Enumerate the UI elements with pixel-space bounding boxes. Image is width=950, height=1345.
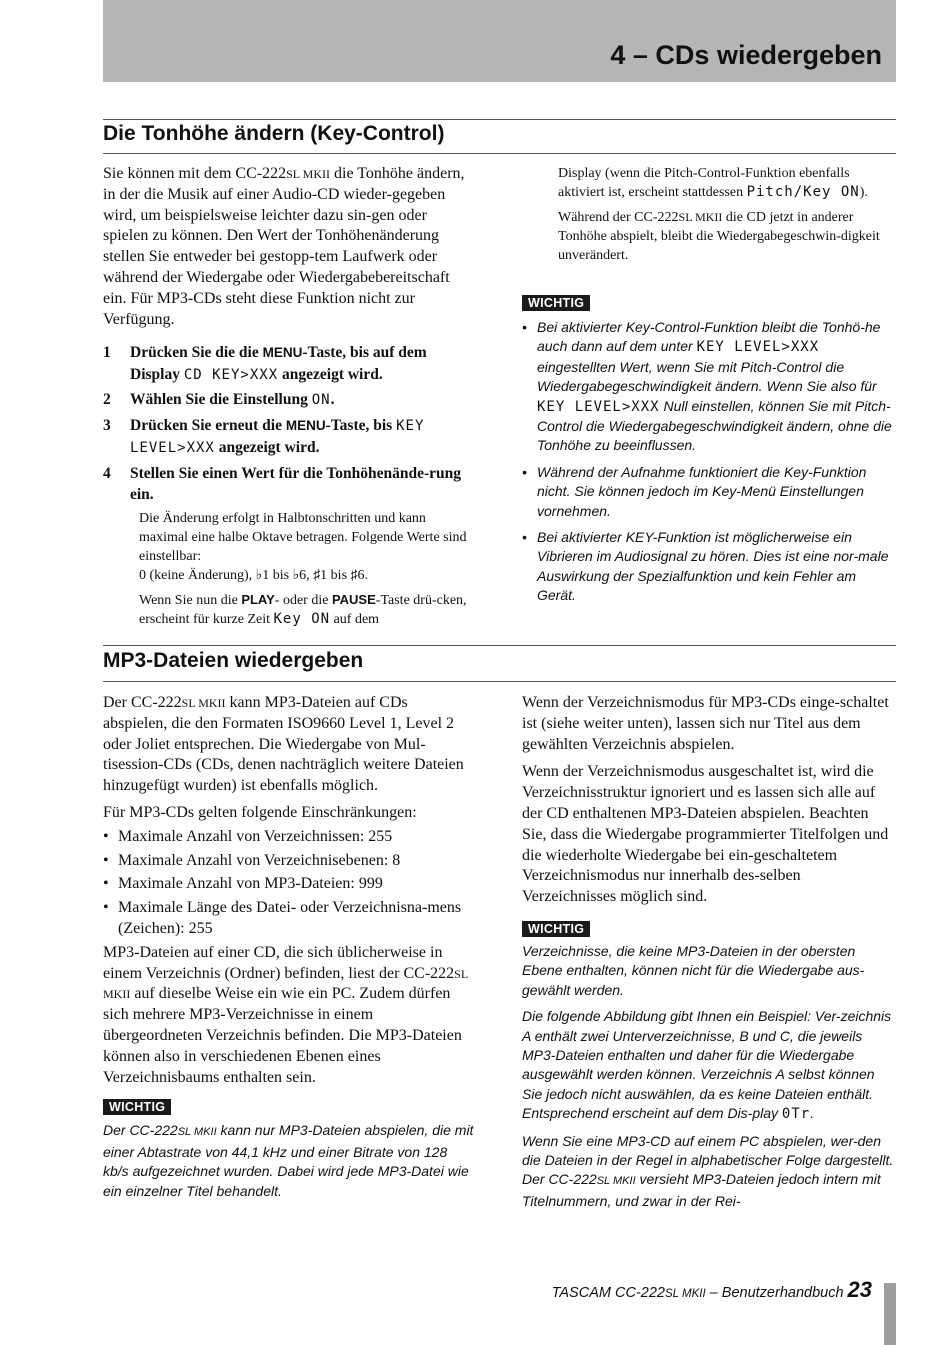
list-item: • Maximale Anzahl von MP3-Dateien: 999 (103, 875, 383, 893)
key-control-left-column (103, 164, 476, 629)
section-rule (103, 681, 896, 682)
mp3-intro: Der CC-222SL MKII kann MP3-Dateien auf CDs abspielen, die den Formaten ISO9660 Level 1, Level 2 oder Joliet entsprechen. Die Wiedergabe von Mul-tisession-CDs (CDs, denen nachträglich weitere Dateien hinzugefügt wurden) ist ebenfalls möglich. (103, 694, 464, 795)
section-rule (103, 119, 896, 120)
note-paragraph: Wenn Sie eine MP3-CD auf einem PC abspielen, wer-den die Dateien in der Regel in alphabetischer Folge dargestellt. Der CC-222SL MKII versieht MP3-Dateien jedoch intern mit Titelnummern, und zwar in der Rei- (522, 1132, 894, 1209)
directory-mode-on: Wenn der Verzeichnismodus für MP3-CDs einge-schaltet ist (siehe weiter unten), lassen sich nur Titel aus dem gewählten Verzeichnis abspielen. (522, 694, 889, 753)
list-item: • Maximale Anzahl von Verzeichnissen: 255 (103, 827, 393, 845)
speed-unchanged-note: Während der CC-222SL MKII die CD jetzt in anderer Tonhöhe abspielt, bleibt die Wiedergabegeschwin-digkeit unverändert. (558, 210, 880, 263)
mp3-limits-intro: Für MP3-CDs gelten folgende Einschränkungen: (103, 803, 417, 821)
wichtig-box-key-control (522, 294, 896, 606)
mp3-limits-list (103, 827, 476, 940)
section-title-mp3: MP3-Dateien wiedergeben (103, 649, 364, 672)
note-item: • Während der Aufnahme funktioniert die Key-Funktion nicht. Sie können jedoch im Key-Menü Einstellungen vornehmen. (522, 463, 867, 519)
step-4: 4 Stellen Sie einen Wert für die Tonhöhenände-rung ein. (103, 464, 462, 504)
mp3-directory-paragraph: MP3-Dateien auf einer CD, die sich üblicherweise in einem Verzeichnis (Ordner) befinden, liest der CC-222SL MKII auf dieselbe Weise ein wie ein PC. Zudem dürfen sich mehrere MP3-Verzeichnisse in einem übergeordneten Verzeichnis befinden. Die MP3-Dateien können also in verschiedenen Ebenen eines Verzeichnisbaums enthalten sein. (103, 943, 468, 1086)
step-1: 1 Drücken Sie die die MENU-Taste, bis auf dem Display CD KEY>XXX angezeigt wird. (103, 344, 427, 383)
list-item: • Maximale Anzahl von Verzeichnisebenen: 8 (103, 851, 401, 869)
key-control-right-continuation (558, 164, 894, 265)
page-edge-tab (884, 1283, 896, 1345)
step-4-values: 0 (keine Änderung), ♭1 bis ♭6, ♯1 bis ♯6. (139, 567, 369, 583)
page-number: 23 (847, 1277, 872, 1302)
chapter-title: 4 – CDs wiedergeben (610, 40, 882, 70)
wichtig-badge: WICHTIG (103, 1099, 171, 1115)
footer-brand: TASCAM CC-222SL MKII – Benutzerhandbuch (551, 1285, 844, 1301)
mp3-samplerate-note: Der CC-222SL MKII kann nur MP3-Dateien abspielen, die mit einer Abtastrate von 44,1 kHz und einer Bitrate von 128 kb/s aufgezeichnet wurden. Dabei wird jede MP3-Datei wie ein einzelner Titel behandelt. (103, 1122, 474, 1199)
chapter-header-bar (103, 0, 896, 82)
step-3: 3 Drücken Sie erneut die MENU-Taste, bis KEY LEVEL>XXX angezeigt wird. (103, 416, 425, 457)
mp3-right-column (522, 693, 894, 1211)
page-footer (552, 1277, 872, 1303)
mp3-left-column (103, 693, 476, 1201)
step-4-key-on: Wenn Sie nun die PLAY- oder die PAUSE-Taste drü-cken, erscheint für kurze Zeit Key ON auf dem (139, 591, 467, 627)
section-rule (103, 645, 896, 646)
note-paragraph: Die folgende Abbildung gibt Ihnen ein Beispiel: Ver-zeichnis A enthält zwei Unterverzeichnisse, B und C, die jeweils MP3-Dateien enthalten und daher für die Wiedergabe ausgewählt werden können. Verzeichnis A selbst können Sie jedoch nicht auswählen, da es keine Dateien enthält. Entsprechend erscheint auf dem Dis-play 0Tr. (522, 1008, 892, 1123)
key-control-intro: Sie können mit dem CC-222SL MKII die Tonhöhe ändern, in der die Musik auf einer Audio-CD wieder-gegeben wird, um beispielsweise leichter dazu sin-gen oder spielen zu können. Den Wert der Tonhöhenänderung stellen Sie entweder bei gestopp-tem Laufwerk oder während der Wiedergabe oder Wiedergabebereitschaft ein. Für MP3-CDs steht diese Funktion nicht zur Verfügung. (103, 165, 465, 328)
section-rule (103, 153, 896, 154)
note-item: • Bei aktivierter Key-Control-Funktion bleibt die Tonhö-he auch dann auf dem unter KEY LEVEL>XXX eingestellten Wert, wenn Sie mit Pitch-Control die Wiedergabegeschwindigkeit ändern. Wenn Sie also für KEY LEVEL>XXX Null einstellen, können Sie mit Pitch-Control die Wiedergabegeschwindigkeit ändern, ohne die Tonhöhe zu beeinflussen. (522, 319, 892, 454)
pitch-display-note: Display (wenn die Pitch-Control-Funktion ebenfalls aktiviert ist, erscheint stattdessen Pitch/Key ON). (558, 166, 868, 200)
note-paragraph: Verzeichnisse, die keine MP3-Dateien in der obersten Ebene enthalten, können nicht für die Wiedergabe aus-gewählt werden. (522, 942, 865, 998)
directory-mode-off: Wenn der Verzeichnismodus ausgeschaltet ist, wird die Verzeichnisstruktur ignoriert und es lassen sich alle auf der CD enthaltenen MP3-Dateien abspielen. Beachten Sie, dass die Wiedergabe programmierter Titelfolgen und die wiederholte Wiedergabe bei ein-geschaltetem Verzeichnismodus nur innerhalb des-selben Verzeichnisses möglich sind. (522, 763, 889, 906)
note-item: • Bei aktivierter KEY-Funktion ist möglicherweise ein Vibrieren im Audiosignal zu hören. Dies ist eine nor-male Auswirkung der Spezialfunktion und kein Fehler am Gerät. (522, 529, 889, 604)
wichtig-badge: WICHTIG (522, 295, 590, 311)
section-title-key-control: Die Tonhöhe ändern (Key-Control) (103, 122, 445, 145)
wichtig-badge: WICHTIG (522, 921, 590, 937)
step-4-detail: Die Änderung erfolgt in Halbtonschritten und kann maximal eine halbe Oktave betragen. Folgende Werte sind einstellbar: (139, 510, 467, 564)
step-2: 2 Wählen Sie die Einstellung ON. (103, 391, 335, 409)
list-item: • Maximale Länge des Datei- oder Verzeichnisna-mens (Zeichen): 255 (103, 899, 462, 937)
